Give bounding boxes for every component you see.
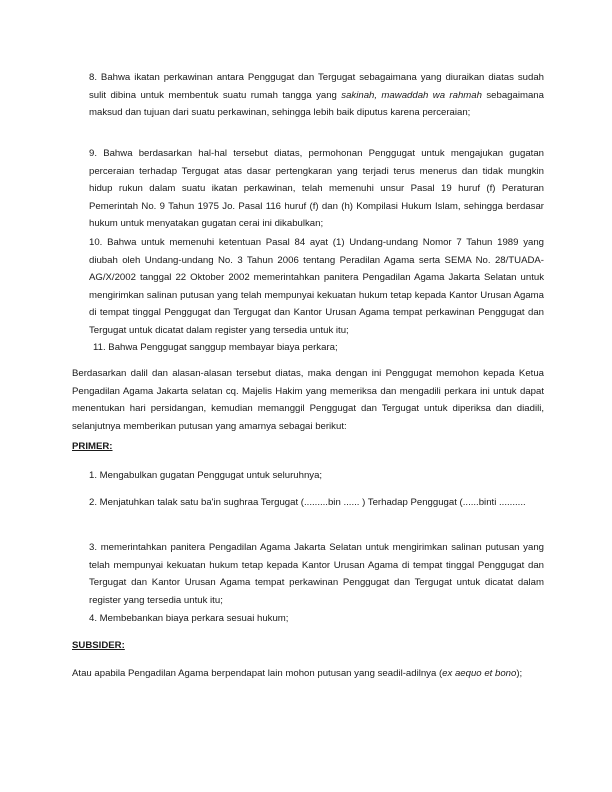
primer-item-1: 1. Mengabulkan gugatan Penggugat untuk seluruhnya; bbox=[89, 470, 323, 481]
item-8-text-end: sebagaimana maksud dan tujuan dari suatu perkawinan, sehingga lebih baik diputus karena perceraian; bbox=[89, 89, 544, 119]
subsider-text-end: ); bbox=[516, 668, 523, 679]
subsider-paragraph bbox=[72, 665, 544, 683]
subsider-heading: SUBSIDER: bbox=[72, 640, 125, 651]
paragraph-item-10: 10. Bahwa untuk memenuhi ketentuan Pasal 84 ayat (1) Undang-undang Nomor 7 Tahun 1989 yang diubah oleh Undang-undang No. 3 Tahun 2006 tentang Peradilan Agama serta SEMA No. 28/TUADA-AG/X/2002 tanggal 22 Oktober 2002 memerintahkan panitera Pengadilan Agama Jakarta Selatan untuk mengirimkan salinan putusan yang telah mempunyai kekuatan hukum tetap kepada Kantor Urusan Agama di tempat tinggal Penggugat dan Tergugat dan Kantor Urusan Agama tempat perkawinan Penggugat dan Tergugat untuk dicatat dalam register yang tersedia untuk itu; bbox=[89, 237, 544, 336]
item-8-text: 8. Bahwa ikatan perkawinan antara Penggugat dan Tergugat sebagaimana yang diuraikan diatas sudah sulit dibina untuk membentuk suatu rumah tangga yang bbox=[89, 72, 544, 101]
subsider-text: Atau apabila Pengadilan Agama berpendapat lain mohon putusan yang seadil-adilnya ( bbox=[72, 668, 443, 679]
subsider-italic-phrase: ex aequo et bono bbox=[442, 668, 517, 679]
paragraph-item-9: 9. Bahwa berdasarkan hal-hal tersebut diatas, permohonan Penggugat untuk mengajukan gugatan perceraian terhadap Tergugat atas dasar pertengkaran yang terjadi terus menerus dan tidak mungkin hidup rukun dalam suatu ikatan perkawinan, telah memenuhi unsur Pasal 19 huruf (f) Peraturan Pemerintah No. 9 Tahun 1975 Jo. Pasal 116 huruf (f) dan (h) Kompilasi Hukum Islam, sehingga berdasar hukum untuk menyatakan gugatan cerai ini dikabulkan; bbox=[89, 148, 544, 230]
paragraph-item-8 bbox=[89, 69, 544, 122]
paragraph-item-11: 11. Bahwa Penggugat sanggup membayar biaya perkara; bbox=[93, 342, 338, 353]
primer-item-2: 2. Menjatuhkan talak satu ba'in sughraa Tergugat (.........bin ...... ) Terhadap Penggugat (......binti .......... bbox=[89, 497, 526, 508]
primer-item-3: 3. memerintahkan panitera Pengadilan Agama Jakarta Selatan untuk mengirimkan salinan putusan yang telah mempunyai kekuatan hukum tetap kepada Kantor Urusan Agama di tempat tinggal Penggugat dan Tergugat dan Kantor Urusan Agama tempat perkawinan Penggugat dan Tergugat untuk dicatat dalam register yang tersedia untuk itu; bbox=[89, 542, 544, 606]
closing-paragraph: Berdasarkan dalil dan alasan-alasan tersebut diatas, maka dengan ini Penggugat memohon kepada Ketua Pengadilan Agama Jakarta selatan cq. Majelis Hakim yang memeriksa dan mengadili perkara ini untuk dapat menentukan hari persidangan, kemudian memanggil Penggugat dan Tergugat untuk diperiksa dan diadili, selanjutnya memberikan putusan yang amarnya sebagai berikut: bbox=[72, 368, 544, 432]
primer-heading: PRIMER: bbox=[72, 441, 113, 452]
primer-item-4: 4. Membebankan biaya perkara sesuai hukum; bbox=[89, 613, 289, 624]
item-8-italic-phrase: sakinah, mawaddah wa rahmah bbox=[341, 89, 482, 101]
